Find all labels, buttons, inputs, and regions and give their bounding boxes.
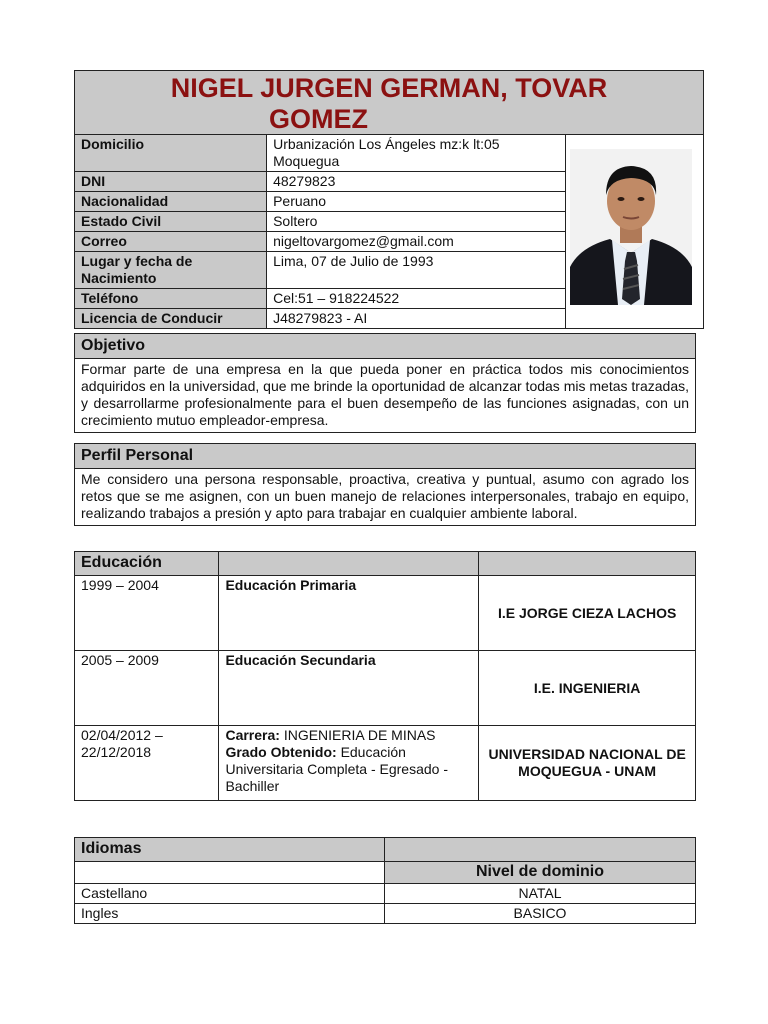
value-dni: 48279823 (267, 172, 566, 192)
table-row (75, 576, 696, 651)
edu-title: Educación Secundaria (219, 651, 479, 726)
grado-value: Educación Universitaria Completa - Egresado - Bachiller (225, 744, 448, 794)
idiomas-blank-cell (75, 862, 385, 884)
edu-title: Educación Primaria (219, 576, 479, 651)
carrera-label: Carrera: (225, 727, 280, 743)
idiomas-heading-blank (385, 838, 696, 862)
value-telefono: Cel:51 – 918224522 (267, 289, 566, 309)
objetivo-heading: Objetivo (75, 334, 696, 359)
profile-photo (570, 149, 692, 305)
perfil-text: Me considero una persona responsable, proactiva, creativa y puntual, asumo con agrado los retos que se me asignen, con un buen manejo de relaciones interpersonales, trabajo en equipo, realizando trabajos a presión y apto para trabajar en cualquier ambiente laboral. (75, 469, 696, 526)
idiomas-table (74, 837, 696, 924)
edu-period: 1999 – 2004 (75, 576, 219, 651)
personal-info-table (74, 70, 704, 329)
label-correo: Correo (75, 232, 267, 252)
edu-period: 2005 – 2009 (75, 651, 219, 726)
label-domicilio: Domicilio (75, 135, 267, 172)
label-estado-civil: Estado Civil (75, 212, 267, 232)
language-name: Ingles (75, 904, 385, 924)
nivel-dominio-header: Nivel de dominio (385, 862, 696, 884)
edu-institution: UNIVERSIDAD NACIONAL DE MOQUEGUA - UNAM (479, 726, 696, 801)
carrera-value: INGENIERIA DE MINAS (283, 727, 436, 743)
objetivo-text: Formar parte de una empresa en la que pueda poner en práctica todos mis conocimientos adquiridos en la universidad, que me brinde la oportunidad de alcanzar todas mis metas trazadas, y desarrollarme profesionalmente para el buen desempeño de las funciones asignadas, con un crecimiento mutuo empleador-empresa. (75, 359, 696, 433)
table-row (75, 884, 696, 904)
edu-details (219, 726, 479, 801)
objetivo-section (74, 333, 696, 433)
edu-period: 02/04/2012 – 22/12/2018 (75, 726, 219, 801)
idiomas-heading: Idiomas (75, 838, 385, 862)
table-row (75, 904, 696, 924)
perfil-section (74, 443, 696, 526)
table-row (75, 726, 696, 801)
value-nacionalidad: Peruano (267, 192, 566, 212)
value-domicilio: Urbanización Los Ángeles mz:k lt:05 Moquegua (267, 135, 566, 172)
educacion-heading: Educación (75, 552, 219, 576)
photo-cell (566, 135, 704, 329)
grado-label: Grado Obtenido: (225, 744, 337, 760)
portrait-image (570, 149, 692, 305)
label-telefono: Teléfono (75, 289, 267, 309)
edu-institution: I.E JORGE CIEZA LACHOS (479, 576, 696, 651)
value-estado-civil: Soltero (267, 212, 566, 232)
language-level: NATAL (385, 884, 696, 904)
value-licencia: J48279823 - AI (267, 309, 566, 329)
language-level: BASICO (385, 904, 696, 924)
label-nacionalidad: Nacionalidad (75, 192, 267, 212)
name-header (75, 71, 704, 135)
perfil-heading: Perfil Personal (75, 444, 696, 469)
label-licencia: Licencia de Conducir (75, 309, 267, 329)
table-row (75, 651, 696, 726)
value-nacimiento: Lima, 07 de Julio de 1993 (267, 252, 566, 289)
language-name: Castellano (75, 884, 385, 904)
educacion-heading-blank (219, 552, 479, 576)
name-line-2: GOMEZ (269, 104, 368, 134)
edu-institution: I.E. INGENIERIA (479, 651, 696, 726)
educacion-heading-blank (479, 552, 696, 576)
label-dni: DNI (75, 172, 267, 192)
name-line-1: NIGEL JURGEN GERMAN, TOVAR (170, 73, 608, 103)
label-nacimiento: Lugar y fecha de Nacimiento (75, 252, 267, 289)
educacion-table (74, 551, 696, 801)
value-correo: nigeltovargomez@gmail.com (267, 232, 566, 252)
